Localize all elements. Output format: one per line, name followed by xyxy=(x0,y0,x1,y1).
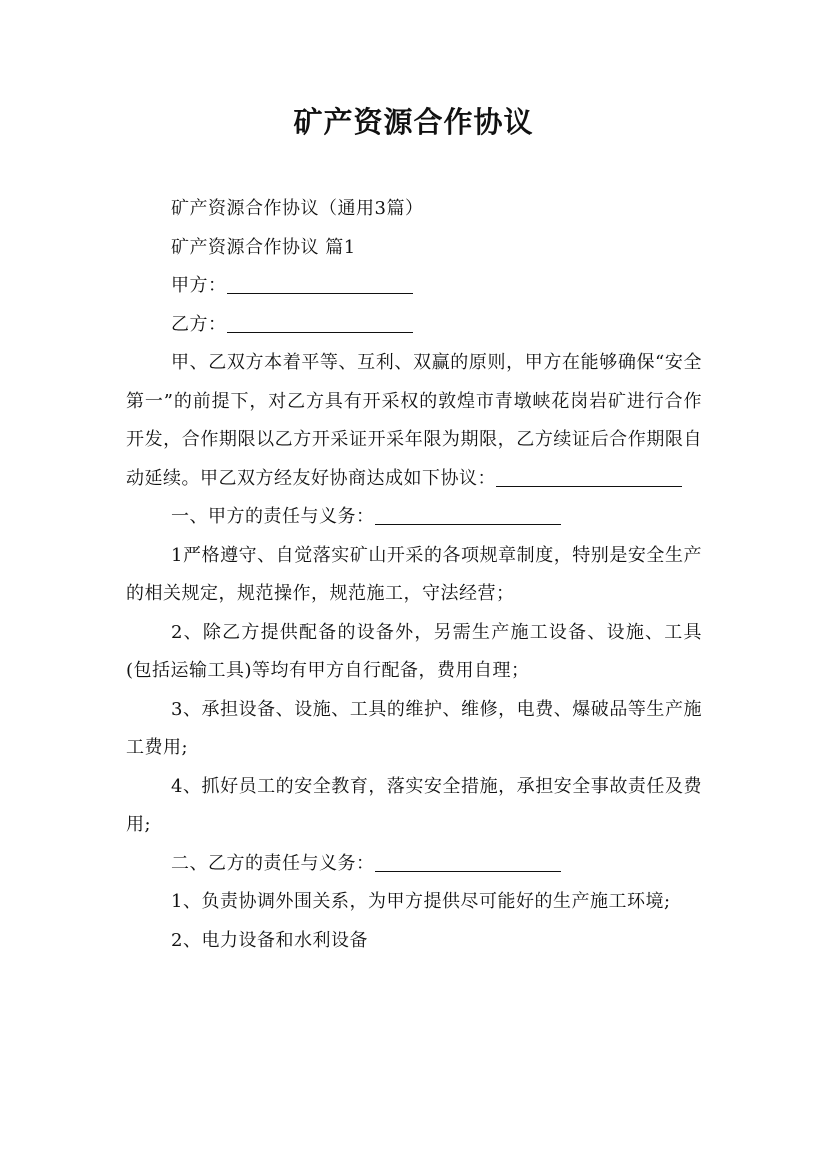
paragraph-party-a xyxy=(126,267,702,306)
paragraph-text: 乙方： xyxy=(171,313,227,335)
document-body xyxy=(126,190,702,960)
fill-in-blank-line[interactable] xyxy=(375,845,561,872)
fill-in-blank-line[interactable] xyxy=(496,460,682,487)
fill-in-blank-line[interactable] xyxy=(227,267,413,294)
paragraph-section-heading xyxy=(126,229,702,268)
paragraph-text: 1严格遵守、自觉落实矿山开采的各项规章制度，特别是安全生产的相关规定，规范操作，规范施工，守法经营； xyxy=(126,544,702,604)
paragraph-party-b-duty-2 xyxy=(126,922,702,961)
paragraph-party-b xyxy=(126,306,702,345)
paragraph-party-a-duty-2 xyxy=(126,614,702,691)
paragraph-party-b-duty-1 xyxy=(126,883,702,922)
paragraph-text: 甲、乙双方本着平等、互利、双赢的原则，甲方在能够确保“安全第一”的前提下，对乙方具有开采权的敦煌市青墩峡花岗岩矿进行合作开发，合作期限以乙方开采证开采年限为期限，乙方续证后合作期限自动延续。甲乙双方经友好协商达成如下协议： xyxy=(126,352,702,489)
paragraph-party-a-duty-3 xyxy=(126,691,702,768)
paragraph-party-a-duties-heading xyxy=(126,498,702,537)
paragraph-text: 4、抓好员工的安全教育，落实安全措施，承担安全事故责任及费用; xyxy=(126,775,702,835)
fill-in-blank-line[interactable] xyxy=(375,498,561,525)
paragraph-text: 矿产资源合作协议（通用3篇） xyxy=(171,198,424,219)
paragraph-subtitle xyxy=(126,190,702,229)
paragraph-text: 2、除乙方提供配备的设备外，另需生产施工设备、设施、工具(包括运输工具)等均有甲方自行配备，费用自理； xyxy=(126,621,702,681)
paragraph-text: 矿产资源合作协议 篇1 xyxy=(171,236,356,258)
paragraph-text: 一、甲方的责任与义务： xyxy=(171,506,375,527)
paragraph-text: 二、乙方的责任与义务： xyxy=(171,852,375,874)
paragraph-text: 1、负责协调外围关系，为甲方提供尽可能好的生产施工环境; xyxy=(171,891,671,912)
document-title: 矿产资源合作协议 xyxy=(293,105,534,139)
fill-in-blank-line[interactable] xyxy=(227,306,413,333)
paragraph-text: 3、承担设备、设施、工具的维护、维修，电费、爆破品等生产施工费用; xyxy=(126,698,702,758)
paragraph-party-b-duties-heading xyxy=(126,845,702,884)
paragraph-text: 甲方： xyxy=(171,275,227,296)
paragraph-preamble xyxy=(126,344,702,498)
paragraph-text: 2、电力设备和水利设备 xyxy=(171,929,368,951)
paragraph-party-a-duty-4 xyxy=(126,768,702,845)
paragraph-party-a-duty-1 xyxy=(126,537,702,614)
